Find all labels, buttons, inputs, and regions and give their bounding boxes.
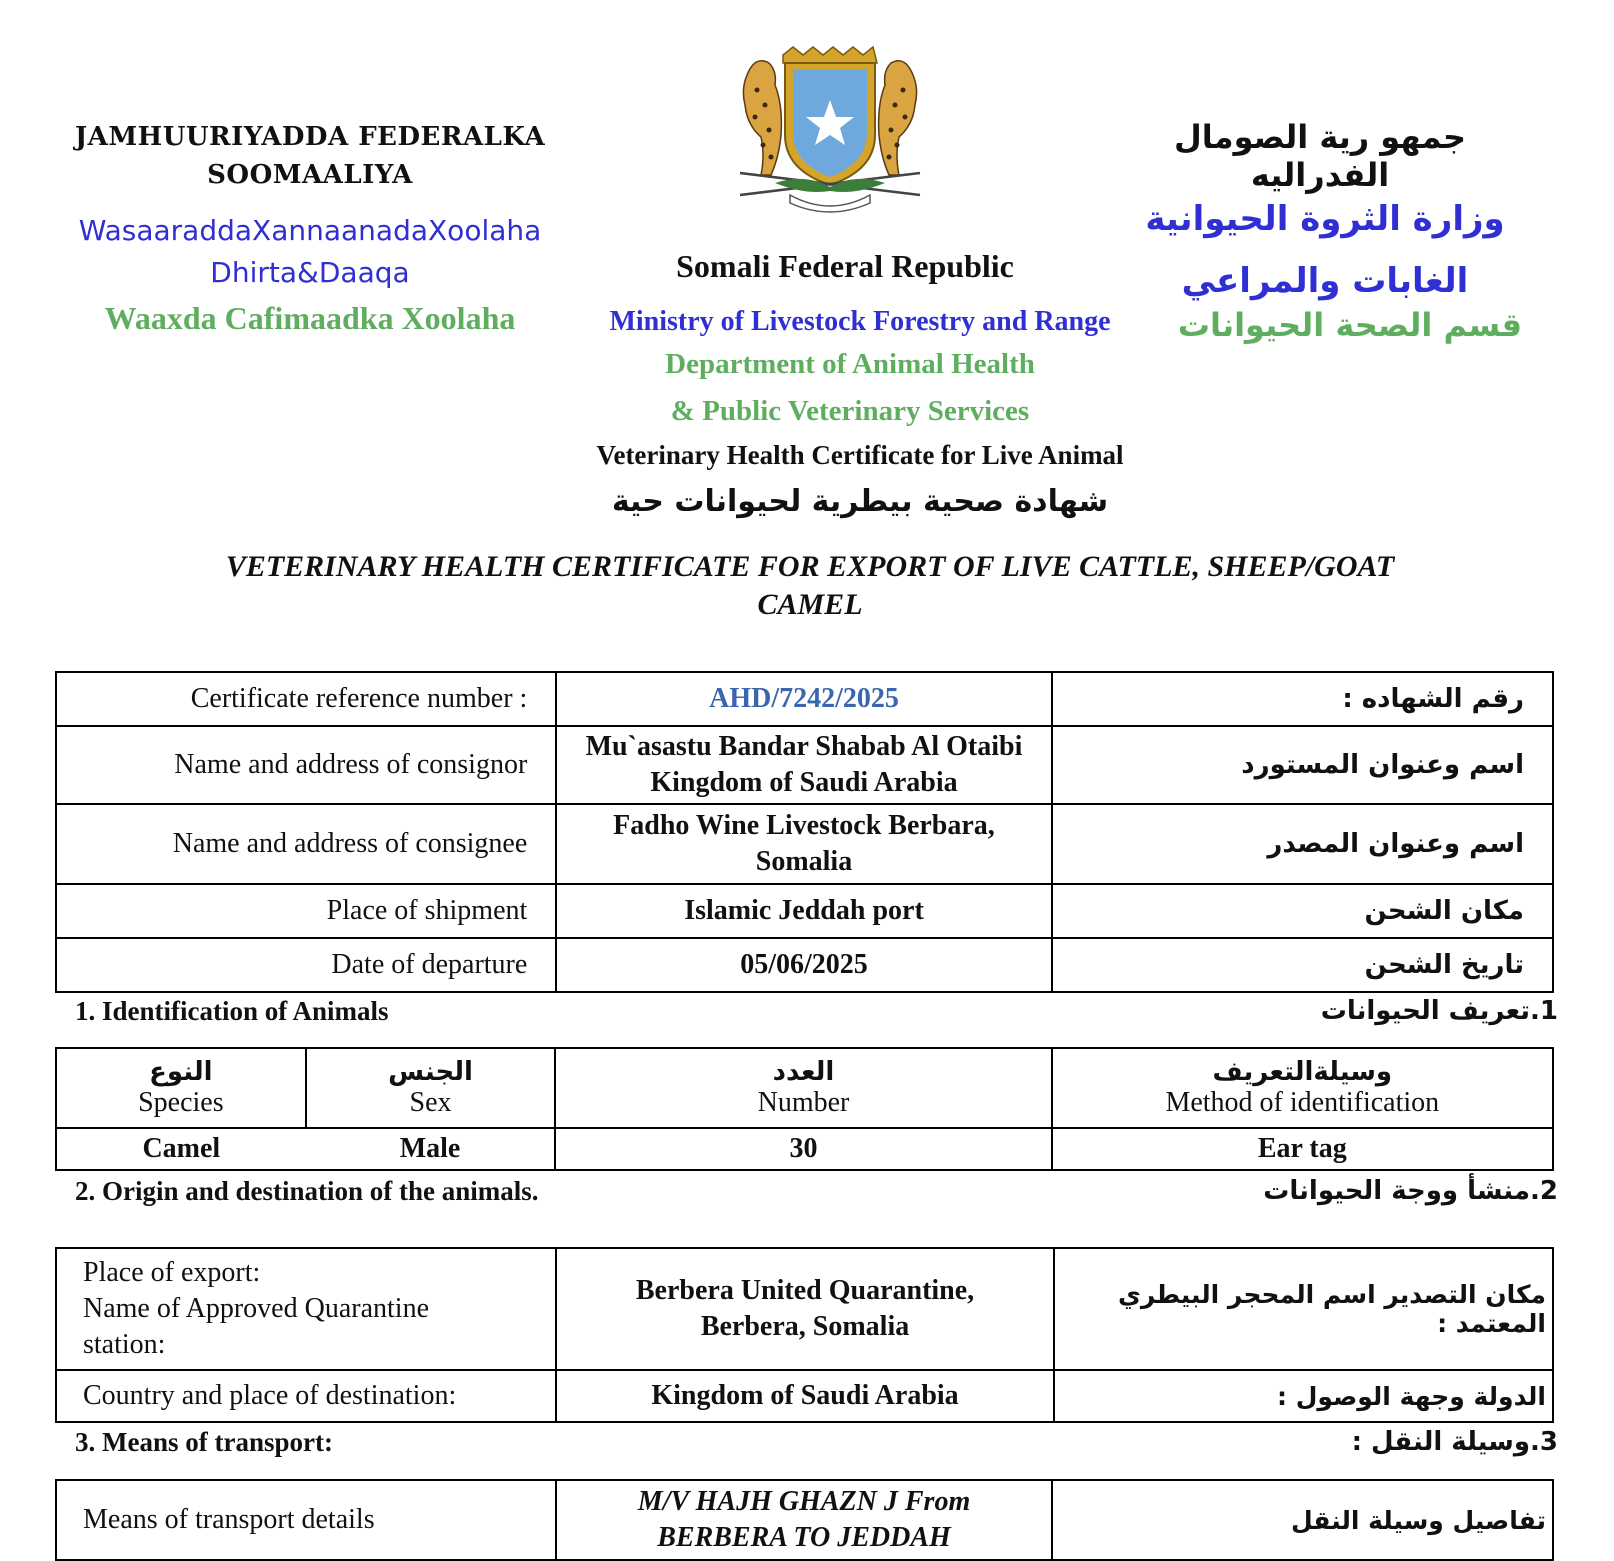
export-value-line2: Berbera, Somalia xyxy=(700,1311,910,1342)
section2-title-ar: 2.منشأ ووجة الحيوانات xyxy=(1263,1176,1558,1206)
departure-value: 05/06/2025 xyxy=(556,938,1051,992)
transport-label-ar: تفاصيل وسيلة النقل xyxy=(1052,1480,1553,1560)
table-row xyxy=(56,1248,1553,1370)
method-header xyxy=(1052,1048,1553,1128)
consignor-line1: Mu`asastu Bandar Shabab Al Otaibi xyxy=(585,731,1023,762)
consignor-label-ar: اسم وعنوان المستورد xyxy=(1052,726,1553,804)
header-left-ministry xyxy=(40,210,580,294)
consignee-value xyxy=(556,804,1051,884)
export-value xyxy=(556,1248,1053,1370)
animals-table xyxy=(55,1047,1554,1171)
header-left-line1: JAMHUURIYADDA FEDERALKA xyxy=(74,122,546,152)
table-row xyxy=(56,726,1553,804)
export-value-line1: Berbera United Quarantine, xyxy=(635,1275,975,1306)
header-right-title: جمهو رية الصومال الفدراليه xyxy=(1174,118,1466,194)
table-row xyxy=(56,1128,1553,1170)
export-label-line3: station: xyxy=(83,1329,166,1360)
ref-label-ar: رقم الشهاده : xyxy=(1052,672,1553,726)
header-left-dept: Waaxda Cafimaadka Xoolaha xyxy=(104,300,516,336)
departure-label: Date of departure xyxy=(56,938,556,992)
method-header-ar: وسيلةالتعريف xyxy=(1212,1057,1393,1087)
consignor-value xyxy=(556,726,1051,804)
header-cert-title-ar: شهادة صحية بيطرية لحيوانات حية xyxy=(611,484,1109,519)
table-row xyxy=(56,1370,1553,1422)
departure-label-ar: تاريخ الشحن xyxy=(1052,938,1553,992)
shipment-label-ar: مكان الشحن xyxy=(1052,884,1553,938)
table-row xyxy=(56,884,1553,938)
main-title-line1: VETERINARY HEALTH CERTIFICATE FOR EXPORT OF LIVE CATTLE, SHEEP/GOAT xyxy=(225,550,1395,583)
species-header-en: Species xyxy=(138,1087,224,1118)
export-label-line1: Place of export: xyxy=(83,1257,261,1288)
section2-title: 2. Origin and destination of the animals. xyxy=(75,1176,539,1206)
shipment-label: Place of shipment xyxy=(56,884,556,938)
table-row xyxy=(56,1480,1553,1560)
destination-label-ar: الدولة وجهة الوصول : xyxy=(1054,1370,1553,1422)
export-label-ar: مكان التصدير اسم المحجر البيطري المعتمد : xyxy=(1054,1248,1553,1370)
species-value: Camel xyxy=(56,1128,306,1170)
export-label xyxy=(56,1248,556,1370)
consignee-label-ar: اسم وعنوان المصدر xyxy=(1052,804,1553,884)
species-header-ar: النوع xyxy=(149,1057,213,1087)
shipment-value: Islamic Jeddah port xyxy=(556,884,1051,938)
table-row xyxy=(56,672,1553,726)
origin-table xyxy=(55,1247,1554,1423)
header-republic: Somali Federal Republic xyxy=(676,248,1014,284)
table-header-row xyxy=(56,1048,1553,1128)
table-row xyxy=(56,938,1553,992)
header-center-ministry: Ministry of Livestock Forestry and Range xyxy=(609,306,1111,337)
coat-of-arms-emblem xyxy=(735,45,925,215)
destination-value: Kingdom of Saudi Arabia xyxy=(556,1370,1053,1422)
ref-number-value: AHD/7242/2025 xyxy=(556,672,1051,726)
certificate-main-title xyxy=(60,548,1560,624)
table-row xyxy=(56,804,1553,884)
consignee-line1: Fadho Wine Livestock Berbara, xyxy=(613,810,995,841)
transport-table xyxy=(55,1479,1554,1561)
export-label-line2: Name of Approved Quarantine xyxy=(83,1293,429,1324)
sex-header xyxy=(306,1048,556,1128)
number-header-ar: العدد xyxy=(772,1057,835,1087)
header-center-dept2: & Public Veterinary Services xyxy=(670,395,1030,427)
sex-header-ar: الجنس xyxy=(388,1057,473,1087)
destination-label: Country and place of destination: xyxy=(56,1370,556,1422)
number-header-en: Number xyxy=(757,1087,850,1118)
header-center-dept1: Department of Animal Health xyxy=(665,348,1035,380)
number-header xyxy=(555,1048,1051,1128)
transport-label: Means of transport details xyxy=(56,1480,556,1560)
sex-value: Male xyxy=(306,1128,556,1170)
section1-title-ar: 1.تعريف الحيوانات xyxy=(1320,996,1558,1026)
header-right-ministry: وزارة الثروة الحيوانية الغابات والمراعي xyxy=(1145,199,1505,301)
header-left-line2: SOOMAALIYA xyxy=(207,160,413,190)
header-cert-title-en: Veterinary Health Certificate for Live Animal xyxy=(596,440,1124,470)
header-left-ministry1: WasaaraddaXannaanadaXoolaha xyxy=(78,214,542,247)
species-header xyxy=(56,1048,306,1128)
header-left-title xyxy=(40,118,580,194)
consignor-label: Name and address of consignor xyxy=(56,726,556,804)
reference-table xyxy=(55,671,1554,993)
main-title-line2: CAMEL xyxy=(757,588,863,621)
sex-header-en: Sex xyxy=(409,1087,452,1118)
consignee-label: Name and address of consignee xyxy=(56,804,556,884)
section3-title: 3. Means of transport: xyxy=(75,1427,333,1457)
consignor-line2: Kingdom of Saudi Arabia xyxy=(650,767,958,798)
transport-value-line2: BERBERA TO JEDDAH xyxy=(657,1522,951,1553)
section1-title: 1. Identification of Animals xyxy=(75,996,389,1026)
number-value: 30 xyxy=(555,1128,1051,1170)
transport-value-line1: M/V HAJH GHAZN J From xyxy=(637,1486,971,1517)
consignee-line2: Somalia xyxy=(755,846,853,877)
ref-label: Certificate reference number : xyxy=(56,672,556,726)
header-left-ministry2: Dhirta&Daaqa xyxy=(210,256,410,289)
section3-title-ar: 3.وسيلة النقل : xyxy=(1351,1427,1558,1457)
transport-value xyxy=(556,1480,1051,1560)
method-value: Ear tag xyxy=(1052,1128,1553,1170)
header-right-dept: قسم الصحة الحيوانات xyxy=(1177,306,1523,344)
method-header-en: Method of identification xyxy=(1165,1087,1440,1118)
